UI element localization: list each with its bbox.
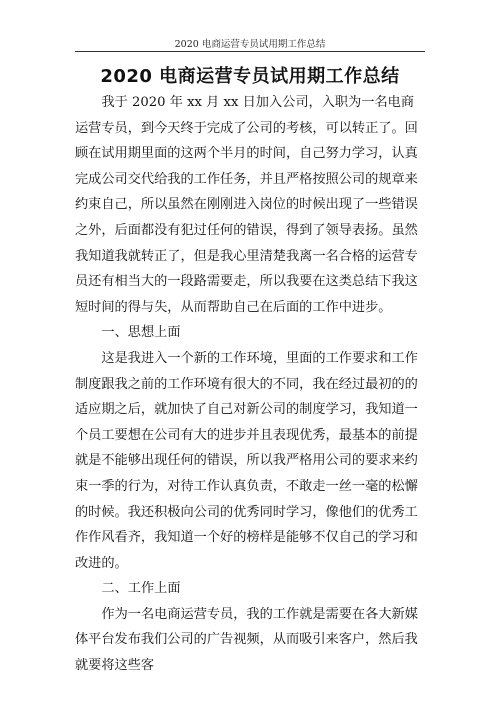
section-heading-thinking: 一、思想上面: [101, 325, 181, 341]
section-heading-work: 二、工作上面: [101, 581, 181, 597]
thinking-paragraph: 这是我进入一个新的工作环境，里面的工作要求和工作制度跟我之前的工作环境有很大的不同，我在经过最初的的适应期之后，就加快了自己对新公司的制度学习，我知道一个员工要想在公司有大的进步并且表现优秀，最基本的前提就是不能够出现任何的错误，所以我严格用公司的要求来约束一季的行为，对待工作认真负责，不敢走一丝一毫的松懈的时候。我还积极向公司的优秀同时学习，像他们的优秀工作作风看齐，我知道一个好的榜样是能够不仅自己的学习和改进的。: [75, 350, 418, 571]
header-divider: [75, 51, 425, 52]
document-body: [75, 90, 427, 679]
document-title: 2020 电商运营专员试用期工作总结: [100, 66, 400, 87]
intro-paragraph: 我于 2020 年 xx 月 xx 日加入公司，入职为一名电商运营专员，到今天终于完成了公司的考核，可以转正了。回顾在试用期里面的这两个半月的时间，自己努力学习，认真完成公司交代给我的工作任务，并且严格按照公司的规章来约束自己，所以虽然在刚刚进入岗位的时候出现了一些错误之外，后面都没有犯过任何的错误，得到了领导表扬。虽然我知道我就转正了，但是我心里清楚我离一名合格的运营专员还有相当大的一段路需要走，所以我要在这类总结下我这短时间的得与失，从而帮助自己在后面的工作中进步。: [75, 95, 418, 315]
running-header: 2020 电商运营专员试用期工作总结: [174, 39, 326, 50]
work-paragraph: 作为一名电商运营专员，我的工作就是需要在各大新媒体平台发布我们公司的广告视频，从而吸引来客户，然后我就要将这些客: [75, 606, 418, 674]
